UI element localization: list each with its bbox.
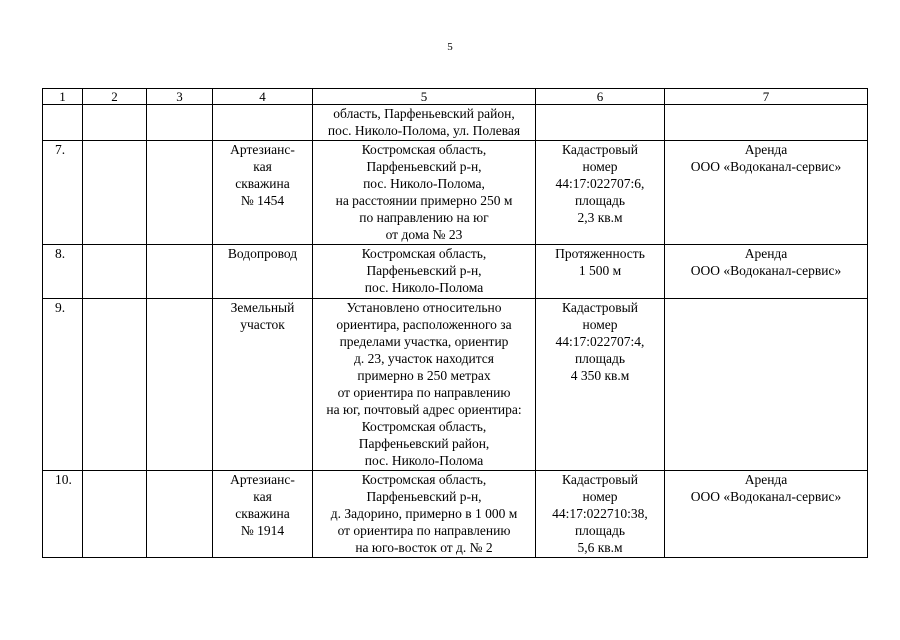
column-header: 4 (213, 89, 313, 105)
page-number: 5 (447, 41, 453, 53)
column-number-row (43, 89, 868, 105)
table-cell (83, 141, 147, 245)
row-number-cell: 7. (43, 141, 83, 245)
location-cell: Костромская область, Парфеньевский р-н, пос. Николо-Полома, на расстоянии примерно 250 м по направлению на юг от дома № 23 (313, 141, 536, 245)
table-row (43, 299, 868, 471)
table-cell (83, 299, 147, 471)
row-number-cell (43, 105, 83, 141)
characteristics-cell: Кадастровый номер 44:17:022707:4, площадь 4 350 кв.м (536, 299, 665, 471)
encumbrance-cell: Аренда ООО «Водоканал-сервис» (665, 471, 868, 558)
table-cell (147, 245, 213, 299)
table-row (43, 141, 868, 245)
table-cell (147, 299, 213, 471)
table-cell (83, 245, 147, 299)
encumbrance-cell (665, 299, 868, 471)
column-header: 3 (147, 89, 213, 105)
characteristics-cell: Протяженность 1 500 м (536, 245, 665, 299)
object-name-cell: Артезианс- кая скважина № 1454 (213, 141, 313, 245)
location-cell: Костромская область, Парфеньевский р-н, пос. Николо-Полома (313, 245, 536, 299)
encumbrance-cell: Аренда ООО «Водоканал-сервис» (665, 245, 868, 299)
object-name-cell (213, 105, 313, 141)
table-cell (147, 105, 213, 141)
table-cell (83, 105, 147, 141)
object-name-cell: Водопровод (213, 245, 313, 299)
column-header: 7 (665, 89, 868, 105)
column-header: 6 (536, 89, 665, 105)
characteristics-cell: Кадастровый номер 44:17:022710:38, площадь 5,6 кв.м (536, 471, 665, 558)
location-cell: область, Парфеньевский район, пос. Николо-Полома, ул. Полевая (313, 105, 536, 141)
column-header: 5 (313, 89, 536, 105)
column-header: 1 (43, 89, 83, 105)
table-row (43, 105, 868, 141)
row-number-cell: 8. (43, 245, 83, 299)
row-number-cell: 9. (43, 299, 83, 471)
object-name-cell: Земельный участок (213, 299, 313, 471)
characteristics-cell: Кадастровый номер 44:17:022707:6, площадь 2,3 кв.м (536, 141, 665, 245)
table-cell (147, 141, 213, 245)
encumbrance-cell (665, 105, 868, 141)
row-number-cell: 10. (43, 471, 83, 558)
table-row (43, 245, 868, 299)
table-cell (147, 471, 213, 558)
location-cell: Установлено относительно ориентира, расположенного за пределами участка, ориентир д. 23, участок находится примерно в 250 метрах от ориентира по направлению на юг, почтовый адрес ориентира: Костромская область, Парфеньевский район, пос. Николо-Полома (313, 299, 536, 471)
table-cell (83, 471, 147, 558)
table-row (43, 471, 868, 558)
property-registry-table (42, 88, 868, 558)
location-cell: Костромская область, Парфеньевский р-н, д. Задорино, примерно в 1 000 м от ориентира по направлению на юго-восток от д. № 2 (313, 471, 536, 558)
column-header: 2 (83, 89, 147, 105)
characteristics-cell (536, 105, 665, 141)
encumbrance-cell: Аренда ООО «Водоканал-сервис» (665, 141, 868, 245)
object-name-cell: Артезианс- кая скважина № 1914 (213, 471, 313, 558)
